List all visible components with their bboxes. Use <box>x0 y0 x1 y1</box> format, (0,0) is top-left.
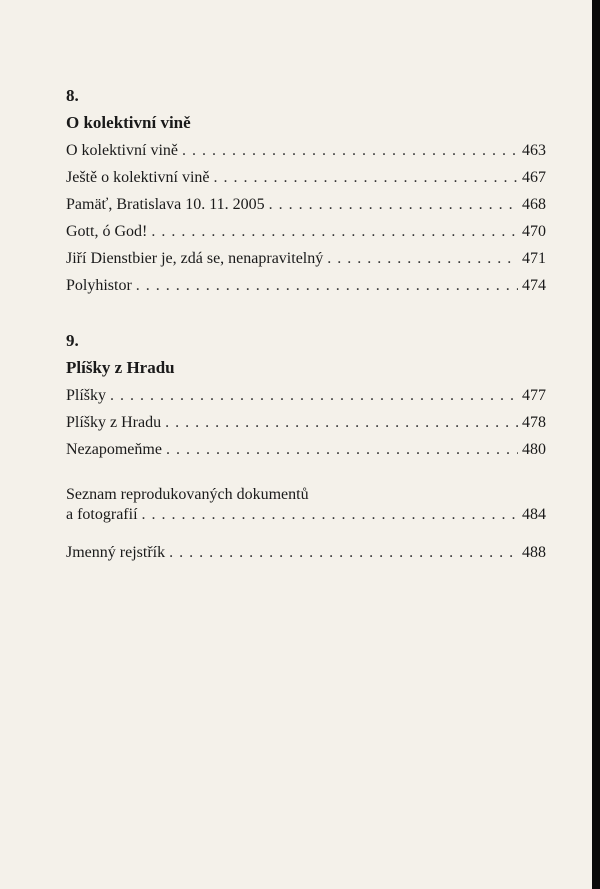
toc-entry-title: Polyhistor <box>66 277 132 294</box>
toc-entry <box>66 141 546 161</box>
toc-entry-multiline <box>66 485 546 525</box>
toc-entry-page: 468 <box>522 196 546 213</box>
dot-leader <box>142 505 518 525</box>
toc-entry <box>66 440 546 460</box>
dot-leader <box>327 249 518 269</box>
toc-entry-page: 478 <box>522 414 546 431</box>
section-title: Plíšky z Hradu <box>66 358 175 377</box>
section-title: O kolektivní vině <box>66 113 191 132</box>
toc-entry-title: Nezapomeňme <box>66 441 162 458</box>
toc-entry-title-line1: Seznam reprodukovaných dokumentů <box>66 486 309 503</box>
dot-leader <box>166 440 518 460</box>
toc-entry-title: Ještě o kolektivní vině <box>66 169 210 186</box>
toc-entry <box>66 195 546 215</box>
toc-entry <box>66 249 546 269</box>
toc-entry-title: Jiří Dienstbier je, zdá se, nenapravitelný <box>66 250 324 267</box>
toc-entry-page: 484 <box>522 506 546 523</box>
dot-leader <box>165 413 518 433</box>
toc-entry-title-line2: a fotografií <box>66 506 138 523</box>
section-number: 8. <box>66 86 79 105</box>
toc-entry-page: 470 <box>522 223 546 240</box>
toc-entry-title: Plíšky <box>66 387 107 404</box>
dot-leader <box>110 386 518 406</box>
dot-leader <box>182 141 518 161</box>
toc-entry <box>66 276 546 296</box>
dot-leader <box>169 543 518 563</box>
toc-entry <box>66 543 546 563</box>
page-edge-shadow <box>592 0 600 889</box>
toc-entry <box>66 386 546 406</box>
toc-entry-page: 474 <box>522 277 546 294</box>
toc-entry <box>66 413 546 433</box>
toc-entry-page: 463 <box>522 142 546 159</box>
toc-entry-title: Pamäť, Bratislava 10. 11. 2005 <box>66 196 265 213</box>
toc-entry <box>66 222 546 242</box>
toc-entry-page: 488 <box>522 544 546 561</box>
toc-entry-title: Plíšky z Hradu <box>66 414 162 431</box>
toc-entry-page: 467 <box>522 169 546 186</box>
dot-leader <box>136 276 518 296</box>
toc-entry-page: 477 <box>522 387 546 404</box>
toc-entry-title: Gott, ó God! <box>66 223 148 240</box>
toc-entry-title: Jmenný rejstřík <box>66 544 166 561</box>
dot-leader <box>214 168 518 188</box>
toc-entry-line2 <box>66 505 546 525</box>
dot-leader <box>269 195 518 215</box>
dot-leader <box>151 222 518 242</box>
toc-entry-title: O kolektivní vině <box>66 142 178 159</box>
toc-entry-page: 471 <box>522 250 546 267</box>
section-number: 9. <box>66 331 79 350</box>
toc-entry <box>66 168 546 188</box>
toc-entry-page: 480 <box>522 441 546 458</box>
